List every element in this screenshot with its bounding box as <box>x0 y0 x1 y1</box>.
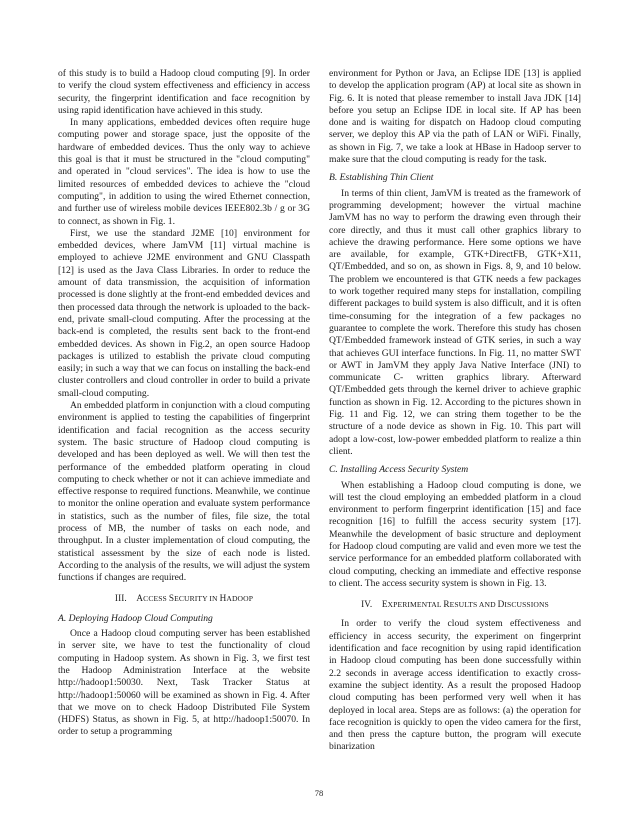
section-title-part: ECURITY IN <box>174 594 220 604</box>
subsection-heading: B. Establishing Thin Client <box>329 172 434 184</box>
subsection-heading: A. Deploying Hadoop Cloud Computing <box>58 612 213 624</box>
section-title-part: CCESS <box>143 594 169 604</box>
paragraph: An embedded platform in conjunction with a cloud computing environment is applied to testing the capabilities of fingerprint identification and facial recognition as the access security system. The basic structure of Hadoop cloud computing is developed and has been deployed as well. We will then test the performance of the embedded platform operating in cloud computing to check whether or not it can achieve immediate and effective response to required functions. Meanwhile, we continue to monitor the online operation and evaluate system performance in statistics, such as the number of files, file size, the total process of MB, the number of tasks on each node, and throughput. In a cluster implementation of cloud computing, the statistical assessment by the size of each node is listed. According to the analysis of the results, we will adjust the system functions if changes are required. <box>58 400 310 584</box>
paragraph: First, we use the standard J2ME [10] environment for embedded devices, where JamVM [11] virtual machine is employed to achieve J2ME environment and GNU Classpath [12] is used as the Java Class Libraries. In order to reduce the amount of data transmission, the acquisition of information processed is done slightly at the front-end embedded devices and then processed data through the network is uploaded to the back-end, private small-cloud computing. After the processing at the back-end is completed, the results sent back to the front-end embedded devices. As shown in Fig.2, an open source Hadoop packages is utilized to establish the private cloud computing easily; in such a way that we can focus on installing the back-end cluster controllers and cloud controller in order to build a private small-cloud computing. <box>58 227 310 399</box>
section-title-part: S <box>168 593 175 604</box>
section-title-part: E <box>381 599 388 610</box>
section-number: IV. <box>361 599 373 610</box>
right-column <box>329 68 581 754</box>
paragraph: environment for Python or Java, an Eclipse IDE [13] is applied to develop the application program (AP) at local site as shown in Fig. 6. It is noted that please remember to install Java JDK [14] before you setup an Eclipse IDE in local site. If AP has been done and is waiting for dispatch on Hadoop cloud computing server, we deploy this AP via the path of LAN or WiFi. Finally, as shown in Fig. 7, we take a look at HBase in Hadoop server to make sure that the cloud computing is ready for the task. <box>329 68 581 166</box>
subsection-heading: C. Installing Access Security System <box>329 464 469 476</box>
left-column <box>58 68 310 739</box>
section-heading-4 <box>329 598 581 611</box>
section-title-part: D <box>497 599 505 610</box>
page-number: 78 <box>314 788 324 798</box>
section-title-part: H <box>219 593 227 604</box>
section-number: III. <box>114 593 127 604</box>
paragraph: Once a Hadoop cloud computing server has been established in server site, we have to test the functionality of cloud computing in Hadoop system. As shown in Fig. 3, we first test the Hadoop Administration Interface at the website http://hadoop1:50030. Next, Task Tracker Status at http://hadoop1:50060 will be examined as shown in Fig. 4. After that we move on to check Hadoop Distributed File System (HDFS) Status, as shown in Fig. 5, at http://hadoop1:50070. In order to setup a programming <box>58 628 310 738</box>
section-heading-3 <box>58 592 310 605</box>
paragraph: of this study is to build a Hadoop cloud computing [9]. In order to verify the cloud system effectiveness and efficiency in access security, the fingerprint identification and face recognition by using rapid identification have achieved in this study. <box>58 68 310 116</box>
section-title-part: XPERIMENTAL <box>387 600 444 610</box>
paragraph: In order to verify the cloud system effectiveness and efficiency in access security, the experiment on fingerprint identification and face recognition by using rapid identification in Hadoop cloud computing has been done successfully within 2.2 seconds in average access identification to exactly cross-examine the subject identity. As a result the proposed Hadoop cloud computing has been performed very well when it has deployed in local area. Steps are as follows: (a) the operation for face recognition is quickly to open the video camera for the first, and then press the capture button, the program will execute binarization <box>329 618 581 753</box>
section-title-part: ADOOP <box>226 594 254 604</box>
section-title-part: ISCUSSIONS <box>504 600 549 610</box>
section-title-part: A <box>136 593 144 604</box>
paragraph: When establishing a Hadoop cloud computing is done, we will test the cloud employing an embedded platform in a cloud environment to perform fingerprint identification [15] and face recognition [16] to fulfill the access security system [17]. Meanwhile the development of basic structure and deployment for Hadoop cloud computing are valid and even more we test the service performance for an embedded platform collaborated with cloud computing, checking an immediate and effective response to client. The access security system is shown in Fig. 13. <box>329 479 581 589</box>
section-title-part: ESULTS AND <box>449 600 498 610</box>
paragraph: In many applications, embedded devices often require huge computing power and storage space, just the opposite of the hardware of embedded devices. Thus the only way to achieve this goal is that it must be structured in the "cloud computing" and operated in "cloud services". The idea is how to use the limited resources of embedded devices to achieve the "cloud computing", in addition to using the wired Ethernet connection, and further use of wireless mobile devices IEEE802.3b / g or 3G to connect, as shown in Fig. 1. <box>58 117 310 227</box>
paragraph: In terms of thin client, JamVM is treated as the framework of programming development; however the virtual machine JamVM has no way to perform the drawing even through their core directly, and thus it must call other graphics library to achieve the drawing performance. Here some options we have are available, for example, GTK+DirectFB, GTK+X11, QT/Embedded, and so on, as shown in Figs. 8, 9, and 10 below. The problem we encountered is that GTK needs a few packages to work together required many steps for installation, compiling different packages to build system is also difficult, and it is often time-consuming for the integration of a few packages no guarantee to complete the work. Therefore this study has chosen QT/Embedded framework instead of GTK series, in such a way that achieves GUI interface functions. In Fig. 11, no matter SWT or AWT in JamVM they apply Java Native Interface (JNI) to communicate C- written graphics library. Afterward QT/Embedded gets through the kernel driver to achieve graphic function as shown in Fig. 12. According to the pictures shown in Fig. 11 and Fig. 12, we can string them together to be the structure of a node device as shown in Fig. 10. This part will adopt a low-cost, low-power embedded platform to realize a thin client. <box>329 187 581 457</box>
section-title-part: R <box>443 599 450 610</box>
